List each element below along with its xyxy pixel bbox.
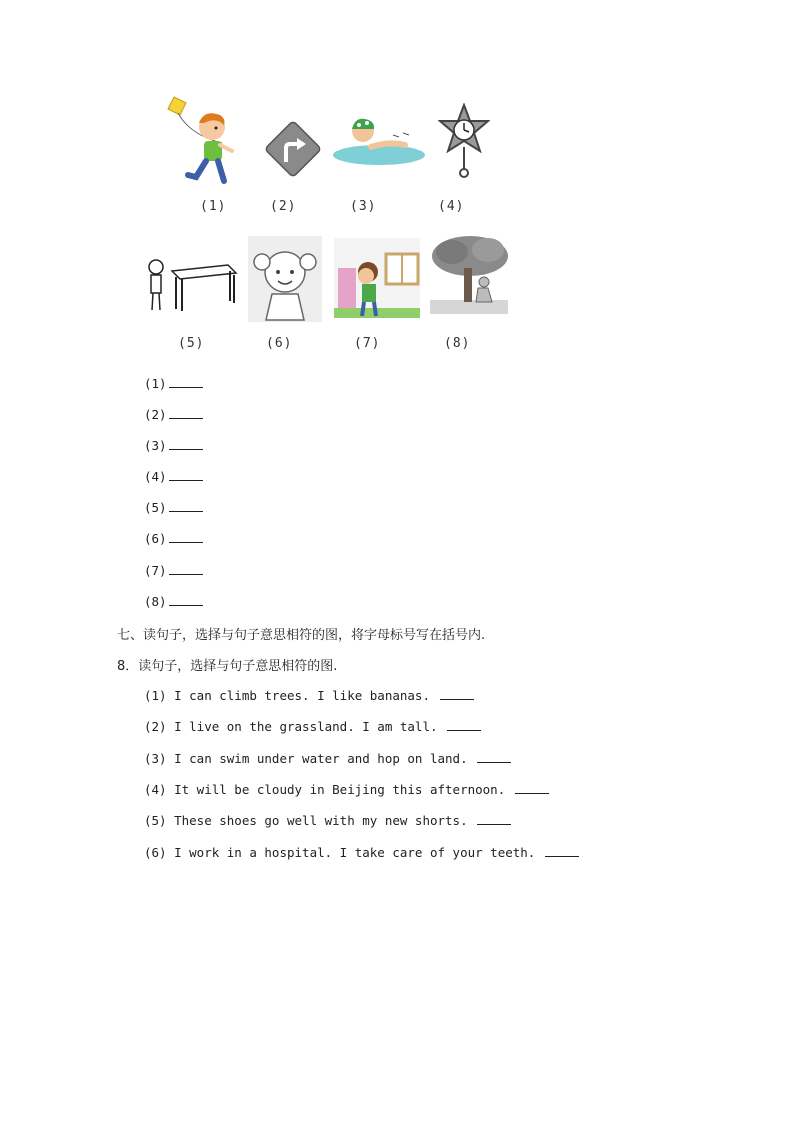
picture-1 — [160, 95, 240, 187]
picture-label-4: (4) — [438, 199, 465, 214]
answer-line-6 — [144, 530, 203, 546]
picture-label-8: (8) — [444, 336, 471, 351]
answer-number: (4) — [144, 469, 167, 484]
picture-2 — [262, 118, 324, 180]
sentence-4 — [144, 781, 549, 797]
sentence-blank[interactable] — [447, 718, 481, 731]
sentence-blank[interactable] — [515, 781, 549, 794]
section-7-heading: 七、读句子，选择与句子意思相符的图，将字母标号写在括号内. — [117, 628, 486, 643]
sentence-2 — [144, 718, 481, 734]
answer-blank[interactable] — [169, 406, 203, 419]
answer-line-1 — [144, 375, 203, 391]
answer-line-8 — [144, 593, 203, 609]
answer-number: (8) — [144, 594, 167, 609]
picture-4 — [438, 103, 490, 178]
sentence-text: (4) It will be cloudy in Beijing this afternoon. — [144, 782, 506, 797]
answer-number: (3) — [144, 438, 167, 453]
answer-number: (7) — [144, 563, 167, 578]
sentence-text: (2) I live on the grassland. I am tall. — [144, 719, 438, 734]
picture-label-1: (1) — [200, 199, 227, 214]
picture-7 — [334, 238, 420, 318]
picture-6 — [248, 236, 322, 322]
sentence-5 — [144, 812, 511, 828]
answer-line-2 — [144, 406, 203, 422]
sentence-text: (6) I work in a hospital. I take care of your teeth. — [144, 845, 536, 860]
picture-label-2: (2) — [270, 199, 297, 214]
sentence-text: (5) These shoes go well with my new shorts. — [144, 813, 468, 828]
answer-blank[interactable] — [169, 499, 203, 512]
picture-label-7: (7) — [354, 336, 381, 351]
answer-line-3 — [144, 437, 203, 453]
smiling-girl-icon — [248, 236, 322, 322]
sentence-1 — [144, 687, 474, 703]
answer-line-5 — [144, 499, 203, 515]
answer-number: (5) — [144, 500, 167, 515]
picture-label-5: (5) — [178, 336, 205, 351]
sentence-blank[interactable] — [545, 844, 579, 857]
sentence-text: (3) I can swim under water and hop on land. — [144, 751, 468, 766]
sentence-6 — [144, 844, 579, 860]
picture-5 — [142, 255, 238, 317]
answer-blank[interactable] — [169, 530, 203, 543]
sentence-blank[interactable] — [477, 812, 511, 825]
boy-flying-kite-icon — [160, 95, 240, 187]
sentence-3 — [144, 750, 511, 766]
answer-number: (1) — [144, 376, 167, 391]
answer-blank[interactable] — [169, 562, 203, 575]
picture-label-6: (6) — [266, 336, 293, 351]
answer-line-4 — [144, 468, 203, 484]
turn-right-sign-icon — [262, 118, 324, 180]
answer-blank[interactable] — [169, 468, 203, 481]
answer-line-7 — [144, 562, 203, 578]
sentence-text: (1) I can climb trees. I like bananas. — [144, 688, 430, 703]
reading-under-tree-icon — [430, 234, 508, 314]
star-clock-icon — [438, 103, 490, 178]
swimming-boy-icon — [333, 115, 425, 167]
answer-number: (2) — [144, 407, 167, 422]
answer-blank[interactable] — [169, 437, 203, 450]
picture-8 — [430, 234, 508, 314]
boy-brushing-teeth-icon — [334, 238, 420, 318]
sentence-blank[interactable] — [477, 750, 511, 763]
boy-and-table-icon — [142, 255, 238, 317]
answer-blank[interactable] — [169, 375, 203, 388]
sentence-blank[interactable] — [440, 687, 474, 700]
answer-blank[interactable] — [169, 593, 203, 606]
picture-3 — [333, 115, 425, 167]
picture-label-3: (3) — [350, 199, 377, 214]
answer-number: (6) — [144, 531, 167, 546]
question-8-heading: 8．读句子，选择与句子意思相符的图. — [117, 659, 338, 674]
